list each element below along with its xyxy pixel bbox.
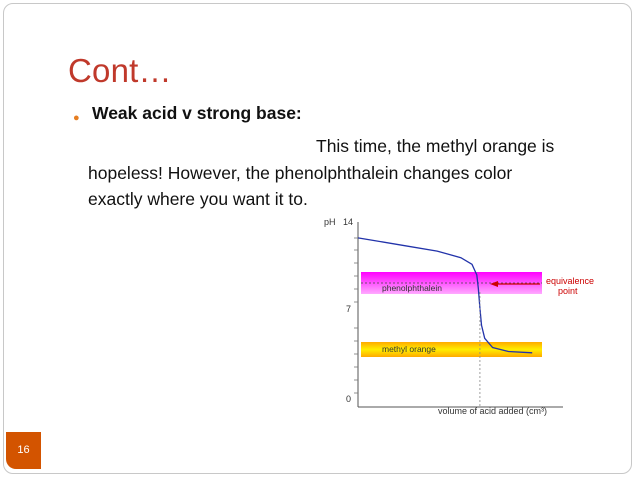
titration-curve bbox=[358, 238, 532, 353]
body-line-3: exactly where you want it to. bbox=[88, 189, 308, 209]
band-label-phenolphthalein: phenolphthalein bbox=[382, 283, 443, 293]
annotation-line-2: point bbox=[558, 286, 578, 296]
y-tick-14: 14 bbox=[343, 217, 354, 227]
band-label-methyl-orange: methyl orange bbox=[382, 344, 436, 354]
y-tick-0: 0 bbox=[346, 394, 352, 404]
y-axis-label: pH bbox=[324, 217, 336, 227]
bullet-icon: ● bbox=[73, 112, 80, 124]
annotation-line-1: equivalence bbox=[546, 276, 595, 286]
body-line-2: hopeless! However, the phenolphthalein changes color bbox=[88, 163, 513, 183]
y-minor-ticks bbox=[354, 238, 358, 393]
page-number-badge: 16 bbox=[6, 432, 41, 469]
y-tick-7: 7 bbox=[346, 304, 352, 314]
x-axis-label: volume of acid added (cm³) bbox=[438, 406, 548, 416]
bullet-heading: Weak acid v strong base: bbox=[92, 103, 302, 123]
titration-chart bbox=[318, 212, 618, 424]
slide-title: Cont… bbox=[68, 52, 172, 89]
body-line-1: This time, the methyl orange is bbox=[316, 136, 555, 156]
